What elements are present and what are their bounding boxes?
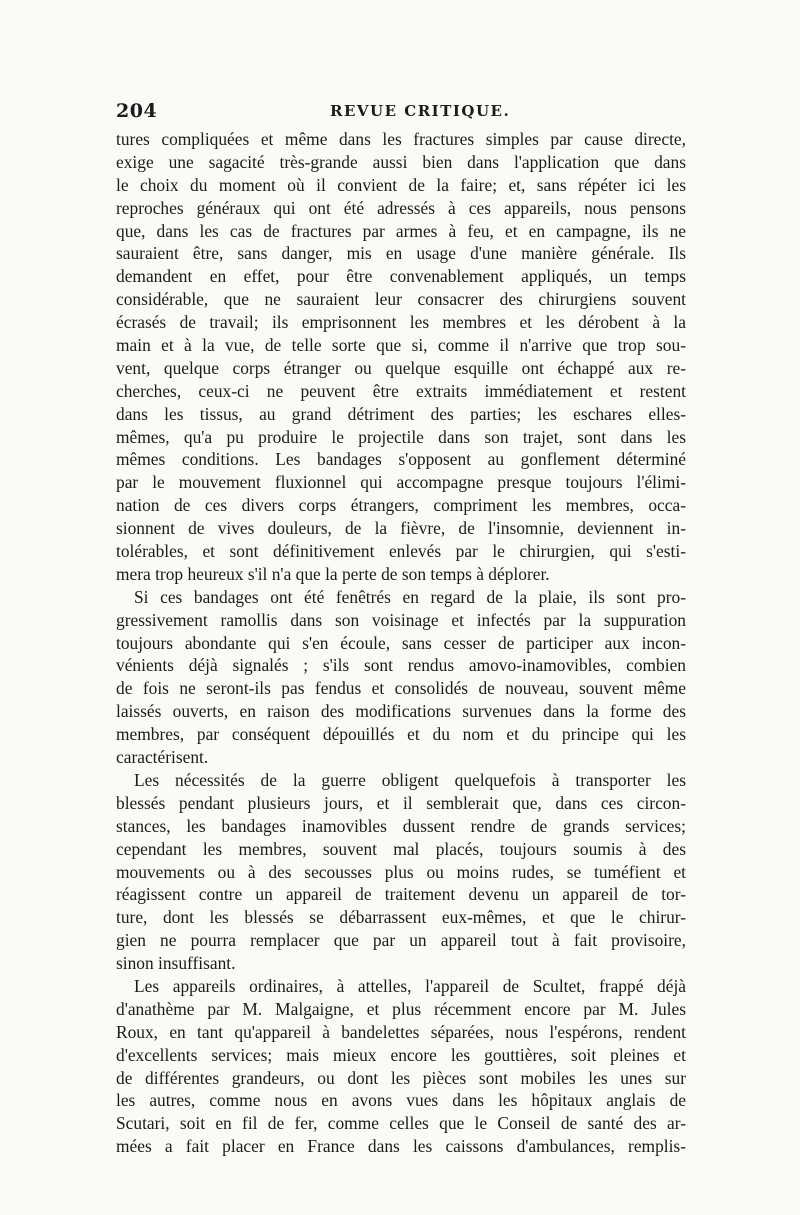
text-line: tolérables, et sont définitivement enlevés par le chirurgien, qui s'esti-	[116, 541, 686, 562]
text-line: nation de ces divers corps étrangers, compriment les membres, occa-	[116, 495, 686, 516]
text-line: considérable, que ne sauraient leur consacrer des chirurgiens souvent	[116, 289, 686, 310]
text-line: tures compliquées et même dans les fractures simples par cause directe,	[116, 129, 686, 149]
text-line: exige une sagacité très-grande aussi bien dans l'application que dans	[116, 151, 686, 172]
body-text	[116, 128, 686, 1158]
text-line: de différentes grandeurs, ou dont les pièces sont mobiles les unes sur	[116, 1067, 686, 1088]
paragraph-end-line: sinon insuffisant.	[116, 953, 236, 974]
text-line: sauraient être, sans danger, mis en usage d'une manière générale. Ils	[116, 243, 686, 264]
text-line: écrasés de travail; ils emprisonnent les membres et les dérobent à la	[116, 312, 686, 333]
page-number: 204	[116, 100, 158, 122]
text-line: membres, par conséquent dépouillés et du nom et du principe qui les	[116, 724, 686, 745]
text-line: mouvements ou à des secousses plus ou moins rudes, se tuméfient et	[116, 861, 686, 882]
paragraph-end-line: mera trop heureux s'il n'a que la perte de son temps à déplorer.	[116, 563, 550, 584]
text-line: gien ne pourra remplacer que par un appareil tout à fait provisoire,	[116, 930, 686, 951]
text-line: par le mouvement fluxionnel qui accompagne presque toujours l'élimi-	[116, 472, 686, 493]
text-line: mées a fait placer en France dans les caissons d'ambulances, remplis-	[116, 1136, 686, 1157]
text-line: d'anathème par M. Malgaigne, et plus récemment encore par M. Jules	[116, 998, 686, 1019]
text-line: dans les tissus, au grand détriment des parties; les eschares elles-	[116, 403, 686, 424]
text-line: cependant les membres, souvent mal placés, toujours soumis à des	[116, 838, 686, 859]
text-line: vent, quelque corps étranger ou quelque esquille ont échappé aux re-	[116, 357, 686, 378]
text-line: reproches généraux qui ont été adressés à ces appareils, nous pensons	[116, 197, 686, 218]
text-line: ture, dont les blessés se débarrassent eux-mêmes, et que le chirur-	[116, 907, 686, 928]
text-line: Scutari, soit en fil de fer, comme celles que le Conseil de santé des ar-	[116, 1113, 686, 1134]
journal-title: REVUE CRITIQUE.	[330, 102, 511, 120]
paragraph-start-line: Les nécessités de la guerre obligent quelquefois à transporter les	[134, 769, 686, 790]
text-line: que, dans les cas de fractures par armes à feu, et en campagne, ils ne	[116, 220, 686, 241]
text-line: blessés pendant plusieurs jours, et il semblerait que, dans ces circon-	[116, 792, 686, 813]
text-line: sionnent de vives douleurs, de la fièvre, de l'insomnie, deviennent in-	[116, 518, 686, 539]
paragraph-start-line: Si ces bandages ont été fenêtrés en regard de la plaie, ils sont pro-	[134, 586, 686, 607]
running-head	[116, 100, 686, 126]
text-line: mêmes, qu'a pu produire le projectile dans son trajet, sont dans les	[116, 426, 686, 447]
text-line: réagissent contre un appareil de traitement devenu un appareil de tor-	[116, 884, 686, 905]
text-line: main et à la vue, de telle sorte que si, comme il n'arrive que trop sou-	[116, 335, 686, 356]
paragraph-end-line: caractérisent.	[116, 747, 209, 768]
text-line: toujours abondante qui s'en écoule, sans cesser de participer aux incon-	[116, 632, 686, 653]
text-line: Roux, en tant qu'appareil à bandelettes séparées, nous l'espérons, rendent	[116, 1021, 686, 1042]
text-line: les autres, comme nous en avons vues dans les hôpitaux anglais de	[116, 1090, 686, 1111]
text-line: le choix du moment où il convient de la faire; et, sans répéter ici les	[116, 174, 686, 195]
text-line: cherches, ceux-ci ne peuvent être extraits immédiatement et restent	[116, 380, 686, 401]
paragraph-start-line: Les appareils ordinaires, à attelles, l'appareil de Scultet, frappé déjà	[134, 975, 686, 996]
text-line: de fois ne seront-ils pas fendus et consolidés de nouveau, souvent même	[116, 678, 686, 699]
text-line: mêmes conditions. Les bandages s'opposent au gonflement déterminé	[116, 449, 686, 470]
text-line: vénients déjà signalés ; s'ils sont rendus amovo-inamovibles, combien	[116, 655, 686, 676]
text-line: demandent en effet, pour être convenablement appliqués, un temps	[116, 266, 686, 287]
text-line: laissés ouverts, en raison des modifications survenues dans la forme des	[116, 701, 686, 722]
text-line: gressivement ramollis dans son voisinage et infectés par la suppuration	[116, 609, 686, 630]
text-line: stances, les bandages inamovibles dussent rendre de grands services;	[116, 815, 686, 836]
text-line: d'excellents services; mais mieux encore les gouttières, soit pleines et	[116, 1044, 686, 1065]
